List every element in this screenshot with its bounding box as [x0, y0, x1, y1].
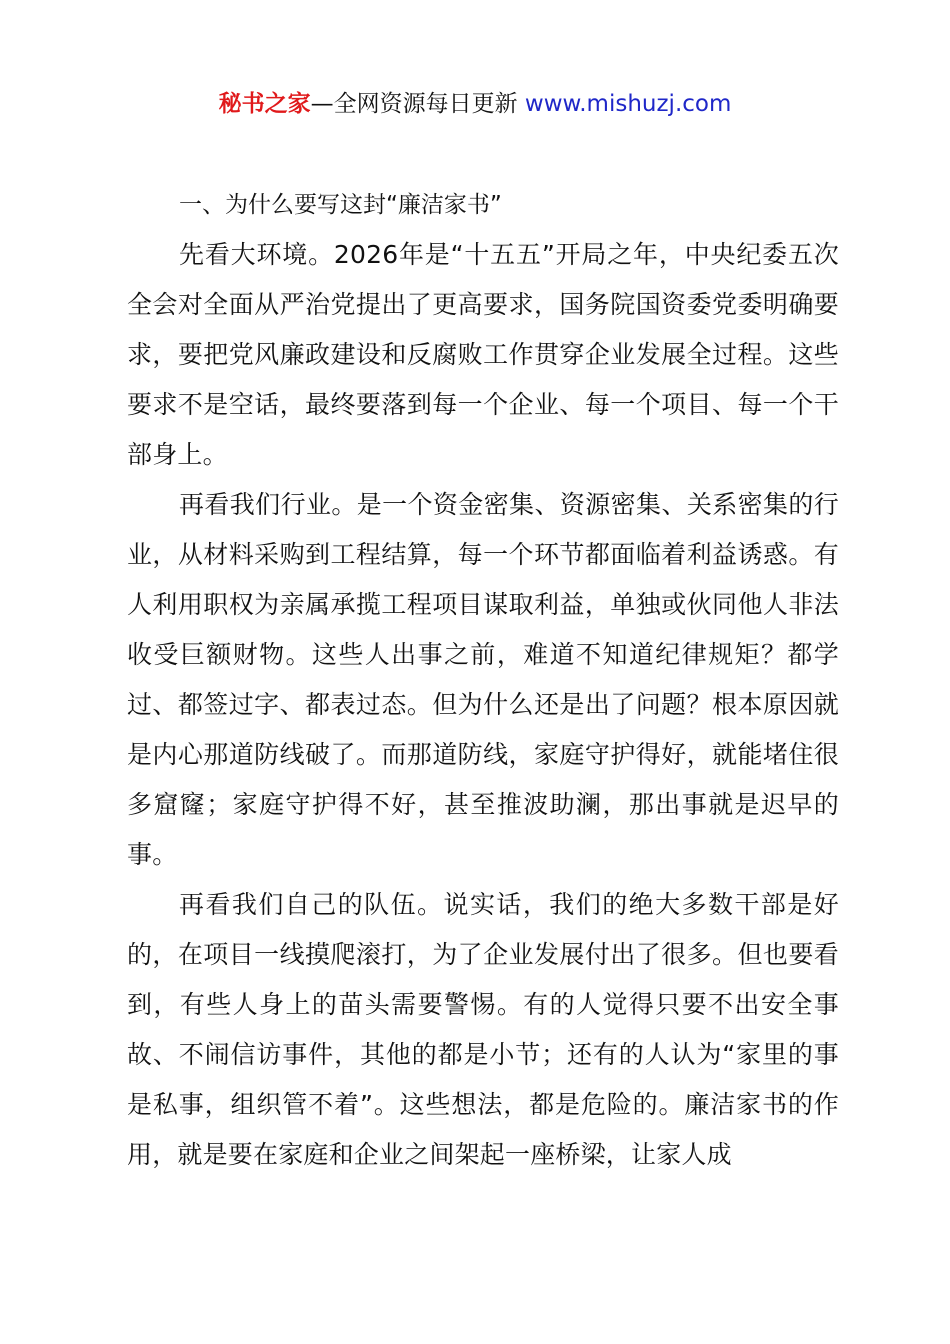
paragraph-environment: 先看大环境。2026年是“十五五”开局之年，中央纪委五次全会对全面从严治党提出了更高要求，国务院国资委党委明确要求，要把党风廉政建设和反腐败工作贯穿企业发展全过程。这些要求不是空话，最终要落到每一个企业、每一个项目、每一个干部身上。	[127, 240, 839, 469]
paragraph-team: 再看我们自己的队伍。说实话，我们的绝大多数干部是好的，在项目一线摸爬滚打，为了企业发展付出了很多。但也要看到，有些人身上的苗头需要警惕。有的人觉得只要不出安全事故、不闹信访事件，其他的都是小节；还有的人认为“家里的事是私事，组织管不着”。这些想法，都是危险的。廉洁家书的作用，就是要在家庭和企业之间架起一座桥梁，让家人成	[127, 890, 839, 1169]
document-body	[127, 180, 839, 1180]
site-header	[0, 86, 950, 122]
site-tagline: —全网资源每日更新	[310, 91, 518, 117]
site-url-link[interactable]: www.mishuzj.com	[524, 91, 732, 117]
section-heading: 一、为什么要写这封“廉洁家书”	[179, 192, 502, 218]
site-brand: 秘书之家	[218, 91, 311, 117]
paragraph-industry: 再看我们行业。是一个资金密集、资源密集、关系密集的行业，从材料采购到工程结算，每一个环节都面临着利益诱惑。有人利用职权为亲属承揽工程项目谋取利益，单独或伙同他人非法收受巨额财物。这些人出事之前，难道不知道纪律规矩？都学过、都签过字、都表过态。但为什么还是出了问题？根本原因就是内心那道防线破了。而那道防线，家庭守护得好，就能堵住很多窟窿；家庭守护得不好，甚至推波助澜，那出事就是迟早的事。	[127, 490, 839, 869]
